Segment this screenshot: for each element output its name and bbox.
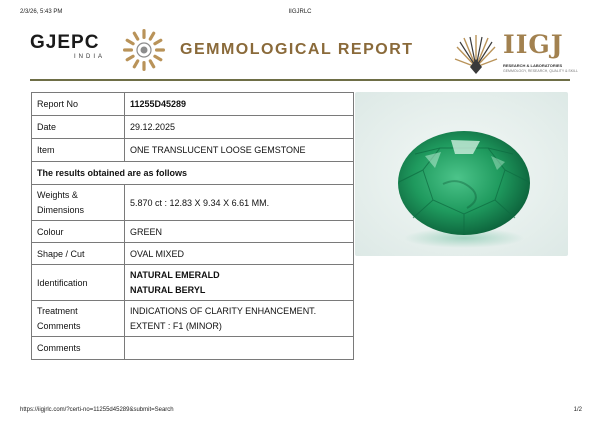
table-row [32, 185, 354, 221]
iigj-subtitle: RESEARCH & LABORATORIES [503, 63, 563, 68]
identification-value [125, 265, 354, 301]
treatment-label-line2: Comments [37, 320, 81, 331]
gjepc-name: GJEPC [30, 32, 100, 53]
identification-line2: NATURAL BERYL [130, 284, 206, 295]
date-label: Date [32, 116, 125, 139]
item-value: ONE TRANSLUCENT LOOSE GEMSTONE [125, 139, 354, 162]
treatment-label-line1: Treatment [37, 305, 78, 316]
gjepc-logo [30, 33, 105, 60]
item-label: Item [32, 139, 125, 162]
shape-value: OVAL MIXED [125, 243, 354, 265]
iigj-tagline: GEMMOLOGY, RESEARCH, QUALITY & SKILL [503, 69, 578, 73]
print-header [0, 9, 600, 19]
report-title: GEMMOLOGICAL REPORT [180, 41, 414, 58]
report-no-label: Report No [32, 93, 125, 116]
table-row [32, 265, 354, 301]
treatment-line2: EXTENT : F1 (MINOR) [130, 320, 222, 331]
table-row [32, 337, 354, 360]
identification-line1: NATURAL EMERALD [130, 269, 220, 280]
colour-value: GREEN [125, 221, 354, 243]
print-page-number: 1/2 [573, 407, 582, 413]
report-no-value: 11255D45289 [125, 93, 354, 116]
iigj-name: IIGJ [503, 30, 564, 59]
weights-label-line1: Weights & [37, 189, 78, 200]
treatment-label [32, 301, 125, 337]
results-heading: The results obtained are as follows [32, 162, 354, 185]
comments-label: Comments [32, 337, 125, 360]
emerald-gemstone-photo [355, 92, 568, 256]
header-divider [30, 79, 570, 81]
weights-value: 5.870 ct : 12.83 X 9.34 X 6.61 MM. [125, 185, 354, 221]
iigj-emblem-icon [454, 29, 498, 75]
colour-label: Colour [32, 221, 125, 243]
weights-label [32, 185, 125, 221]
gjepc-emblem-icon [121, 27, 167, 73]
print-page-title: IIGJRLC [288, 9, 312, 15]
shape-label: Shape / Cut [32, 243, 125, 265]
gemstone-icon [355, 92, 568, 256]
date-value: 29.12.2025 [125, 116, 354, 139]
print-timestamp: 2/3/26, 5:43 PM [20, 9, 63, 15]
table-row [32, 93, 354, 116]
print-url: https://iigjrlc.com/?certi-no=11255d45289&submit=Search [20, 407, 174, 413]
treatment-line1: INDICATIONS OF CLARITY ENHANCEMENT. [130, 305, 317, 316]
identification-label: Identification [32, 265, 125, 301]
report-table [31, 92, 354, 360]
table-row [32, 139, 354, 162]
table-row [32, 243, 354, 265]
weights-label-line2: Dimensions [37, 204, 85, 215]
table-row [32, 116, 354, 139]
table-row [32, 301, 354, 337]
comments-value [125, 337, 354, 360]
table-row [32, 162, 354, 185]
treatment-value [125, 301, 354, 337]
gjepc-sub: INDIA [74, 54, 106, 60]
table-row [32, 221, 354, 243]
